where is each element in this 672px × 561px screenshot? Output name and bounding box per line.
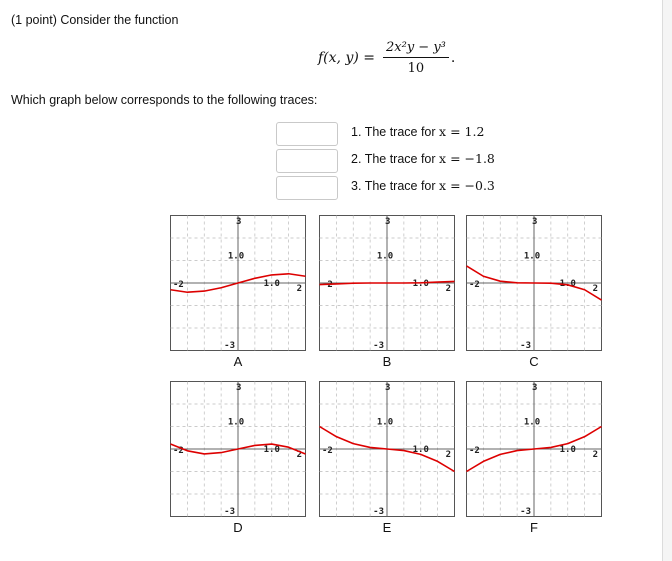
tick-label-y-mid: 1.0: [227, 417, 245, 428]
problem-intro: (1 point) Consider the function: [11, 13, 179, 27]
tick-label-y-top: 3: [236, 217, 242, 227]
tick-label-x-right: 2: [592, 284, 598, 294]
answer-text: The trace for: [364, 179, 436, 193]
trace-graph: [170, 381, 306, 517]
tick-label-y-bottom: -3: [373, 507, 384, 517]
answer-label: [351, 151, 495, 166]
answer-equation: x = −0.3: [439, 178, 495, 193]
formula-fraction: [383, 40, 449, 76]
trace-graph: [466, 381, 602, 517]
answer-input-1[interactable]: [276, 122, 338, 146]
tick-label-x-right: 2: [445, 450, 451, 460]
tick-label-y-top: 3: [236, 383, 242, 393]
trace-graph: [319, 381, 455, 517]
tick-label-x-right: 2: [296, 284, 302, 294]
tick-label-y-mid: 1.0: [523, 417, 541, 428]
trace-graph-svg: [170, 215, 306, 351]
function-formula: [318, 40, 455, 76]
graph-label: B: [382, 354, 392, 369]
answer-number: 2.: [351, 152, 362, 166]
tick-label-x-mid: 1.0: [559, 279, 576, 289]
tick-label-y-top: 3: [385, 217, 391, 227]
trace-graph-svg: [319, 381, 455, 517]
tick-label-y-bottom: -3: [373, 341, 384, 351]
answer-equation: x = 1.2: [439, 124, 485, 139]
formula-end: .: [450, 50, 456, 66]
tick-label-y-top: 3: [532, 383, 538, 393]
tick-label-x-right: 2: [296, 450, 302, 460]
formula-numerator: 2x²y − y³: [383, 40, 449, 58]
tick-label-x-left: -2: [322, 446, 333, 456]
tick-label-x-left: -2: [173, 446, 184, 456]
trace-graph: [170, 215, 306, 351]
tick-label-x-mid: 1.0: [263, 445, 280, 455]
answer-text: The trace for: [364, 125, 436, 139]
graph-label: D: [233, 520, 243, 535]
tick-label-y-mid: 1.0: [376, 417, 394, 428]
trace-graph-svg: [466, 381, 602, 517]
answer-number: 3.: [351, 179, 362, 193]
tick-label-x-left: -2: [469, 280, 480, 290]
tick-label-y-bottom: -3: [224, 507, 235, 517]
tick-label-x-left: -2: [322, 280, 333, 290]
answer-text: The trace for: [364, 152, 436, 166]
graph-label: A: [233, 354, 243, 369]
tick-label-x-mid: 1.0: [412, 279, 429, 289]
trace-graph-svg: [319, 215, 455, 351]
tick-label-x-left: -2: [469, 446, 480, 456]
tick-label-y-bottom: -3: [224, 341, 235, 351]
answer-label: [351, 178, 495, 193]
answer-number: 1.: [351, 125, 362, 139]
tick-label-x-mid: 1.0: [412, 445, 429, 455]
tick-label-y-mid: 1.0: [227, 251, 245, 262]
answer-input-2[interactable]: [276, 149, 338, 173]
tick-label-y-mid: 1.0: [376, 251, 394, 262]
tick-label-x-right: 2: [592, 450, 598, 460]
answer-input-3[interactable]: [276, 176, 338, 200]
question-text: Which graph below corresponds to the following traces:: [11, 93, 318, 107]
tick-label-x-left: -2: [173, 280, 184, 290]
graph-label: E: [382, 520, 392, 535]
answer-label: [351, 124, 484, 139]
tick-label-y-bottom: -3: [520, 341, 531, 351]
tick-label-y-mid: 1.0: [523, 251, 541, 262]
graph-label: C: [529, 354, 539, 369]
formula-denominator: 10: [407, 61, 425, 76]
trace-graph-svg: [170, 381, 306, 517]
formula-lhs: f(x, y) =: [318, 50, 375, 66]
tick-label-x-mid: 1.0: [263, 279, 280, 289]
tick-label-x-right: 2: [445, 284, 451, 294]
trace-graph: [319, 215, 455, 351]
tick-label-y-bottom: -3: [520, 507, 531, 517]
trace-graph: [466, 215, 602, 351]
tick-label-x-mid: 1.0: [559, 445, 576, 455]
graph-label: F: [530, 520, 538, 535]
trace-graph-svg: [466, 215, 602, 351]
answer-equation: x = −1.8: [439, 151, 495, 166]
tick-label-y-top: 3: [532, 217, 538, 227]
tick-label-y-top: 3: [385, 383, 391, 393]
